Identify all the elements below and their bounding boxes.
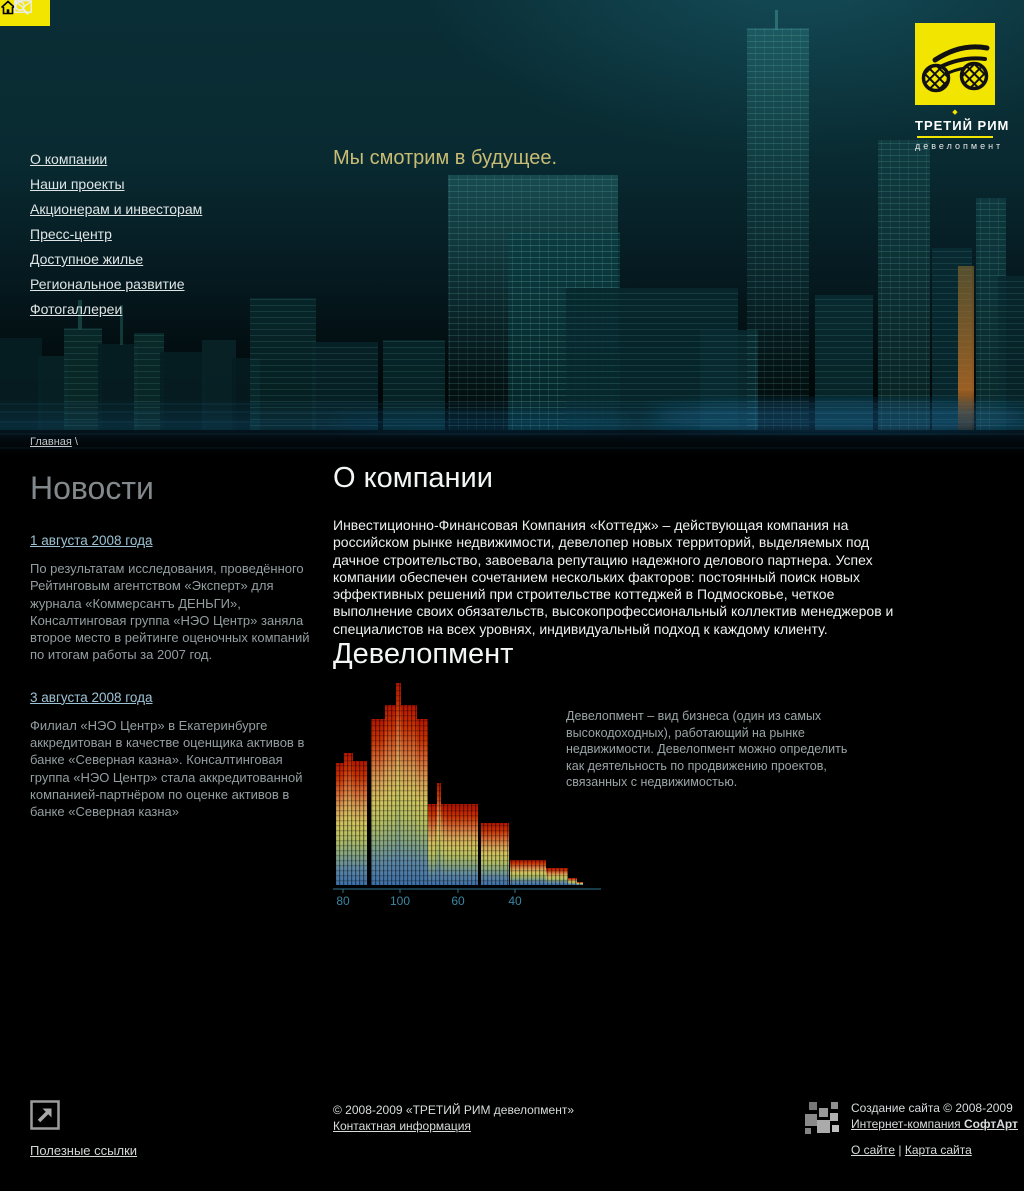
page-title: О компании	[333, 462, 493, 494]
softart-link[interactable]: Интернет-компания СофтАрт	[851, 1117, 1018, 1131]
softart-brand: СофтАрт	[964, 1117, 1018, 1131]
site-credit: Создание сайта © 2008-2009	[851, 1101, 1013, 1115]
topbar	[0, 0, 50, 26]
external-link-icon[interactable]	[30, 1100, 60, 1130]
main-nav	[30, 147, 202, 322]
footer-center	[333, 1102, 574, 1134]
nav-item-housing[interactable]: Доступное жилье	[30, 251, 144, 267]
copyright: © 2008-2009 «ТРЕТИЙ РИМ девелопмент»	[333, 1103, 575, 1117]
news-date-link[interactable]: 3 августа 2008 года	[30, 689, 153, 705]
nav-item-about[interactable]: О компании	[30, 151, 108, 167]
footer-right	[805, 1100, 1018, 1158]
breadcrumb-home-link[interactable]: Главная	[30, 436, 72, 448]
logo-diamond: ◆	[952, 109, 958, 116]
footer-left	[30, 1100, 137, 1158]
softart-mosaic-icon	[805, 1100, 839, 1134]
logo-title: ТРЕТИЙ РИМ	[915, 118, 1010, 133]
hero-banner	[0, 0, 1024, 455]
site-logo[interactable]	[915, 23, 1010, 151]
about-site-link[interactable]: О сайте	[851, 1143, 896, 1157]
logo-subtitle: девелопмент	[915, 141, 1004, 151]
development-chart	[333, 677, 913, 917]
development-title: Девелопмент	[333, 638, 514, 671]
breadcrumb	[30, 436, 78, 448]
useful-links[interactable]: Полезные ссылки	[30, 1143, 138, 1158]
mail-icon[interactable]	[14, 0, 32, 13]
nav-item-projects[interactable]: Наши проекты	[30, 176, 125, 192]
nav-item-regional[interactable]: Региональное развитие	[30, 276, 185, 292]
news-item-text: Филиал «НЭО Центр» в Екатеринбурге аккредитован в качестве оценщика активов в банке «Северная казна». Консалтинговая группа «НЭО Центр» стала аккредитованной компанией-партнёром по оценке активов в банке «Северная казна»	[30, 717, 305, 820]
svg-text:60: 60	[451, 894, 465, 909]
nav-item-press[interactable]: Пресс-центр	[30, 226, 112, 242]
about-text: Инвестиционно-Финансовая Компания «Коттедж» – действующая компания на российском рынке недвижимости, девелопер новых территорий, выделяемых под дачное строительство, завоевала репутацию надежного делового партнера. Успех компании обеспечен сочетанием нескольких факторов: постоянный поиск новых эффективных решений при строительстве коттеджей в Подмосковье, четкое выполнение своих обязательств, высокопрофессиональный коллектив менеджеров и специалистов на всех уровнях, индивидуальный подход к каждому клиенту.	[333, 517, 894, 637]
development-text: Девелопмент – вид бизнеса (один из самых высокодоходных), работающий на рынке недвижимости. Девелопмент можно определить как деятельность по продвижению проектов, связанных с недвижимостью.	[566, 709, 848, 790]
news-title: Новости	[30, 470, 154, 506]
nav-item-photo[interactable]: Фотогаллереи	[30, 301, 123, 317]
svg-text:100: 100	[389, 894, 411, 909]
footer-links-separator: |	[895, 1143, 905, 1157]
breadcrumb-separator: \	[71, 436, 78, 448]
svg-text:40: 40	[508, 894, 522, 909]
news-sidebar	[30, 470, 312, 821]
logo-rule	[917, 136, 993, 138]
logo-box	[915, 23, 995, 105]
contact-info-link[interactable]: Контактная информация	[333, 1119, 471, 1133]
hero-tagline: Мы смотрим в будущее.	[333, 147, 558, 169]
svg-text:80: 80	[336, 894, 350, 909]
sitemap-link[interactable]: Карта сайта	[904, 1143, 972, 1157]
nav-item-investors[interactable]: Акционерам и инвесторам	[30, 201, 203, 217]
chariot-wheels-icon	[915, 23, 995, 105]
news-item-text: По результатам исследования, проведённого Рейтинговым агентством «Эксперт» для журнала «Коммерсантъ ДЕНЬГИ», Консалтинговая группа «НЭО Центр» заняла второе место в рейтинге оценочных компаний по итогам работы за 2007 год.	[30, 561, 310, 663]
news-date-link[interactable]: 1 августа 2008 года	[30, 533, 153, 548]
main-content	[333, 462, 913, 917]
